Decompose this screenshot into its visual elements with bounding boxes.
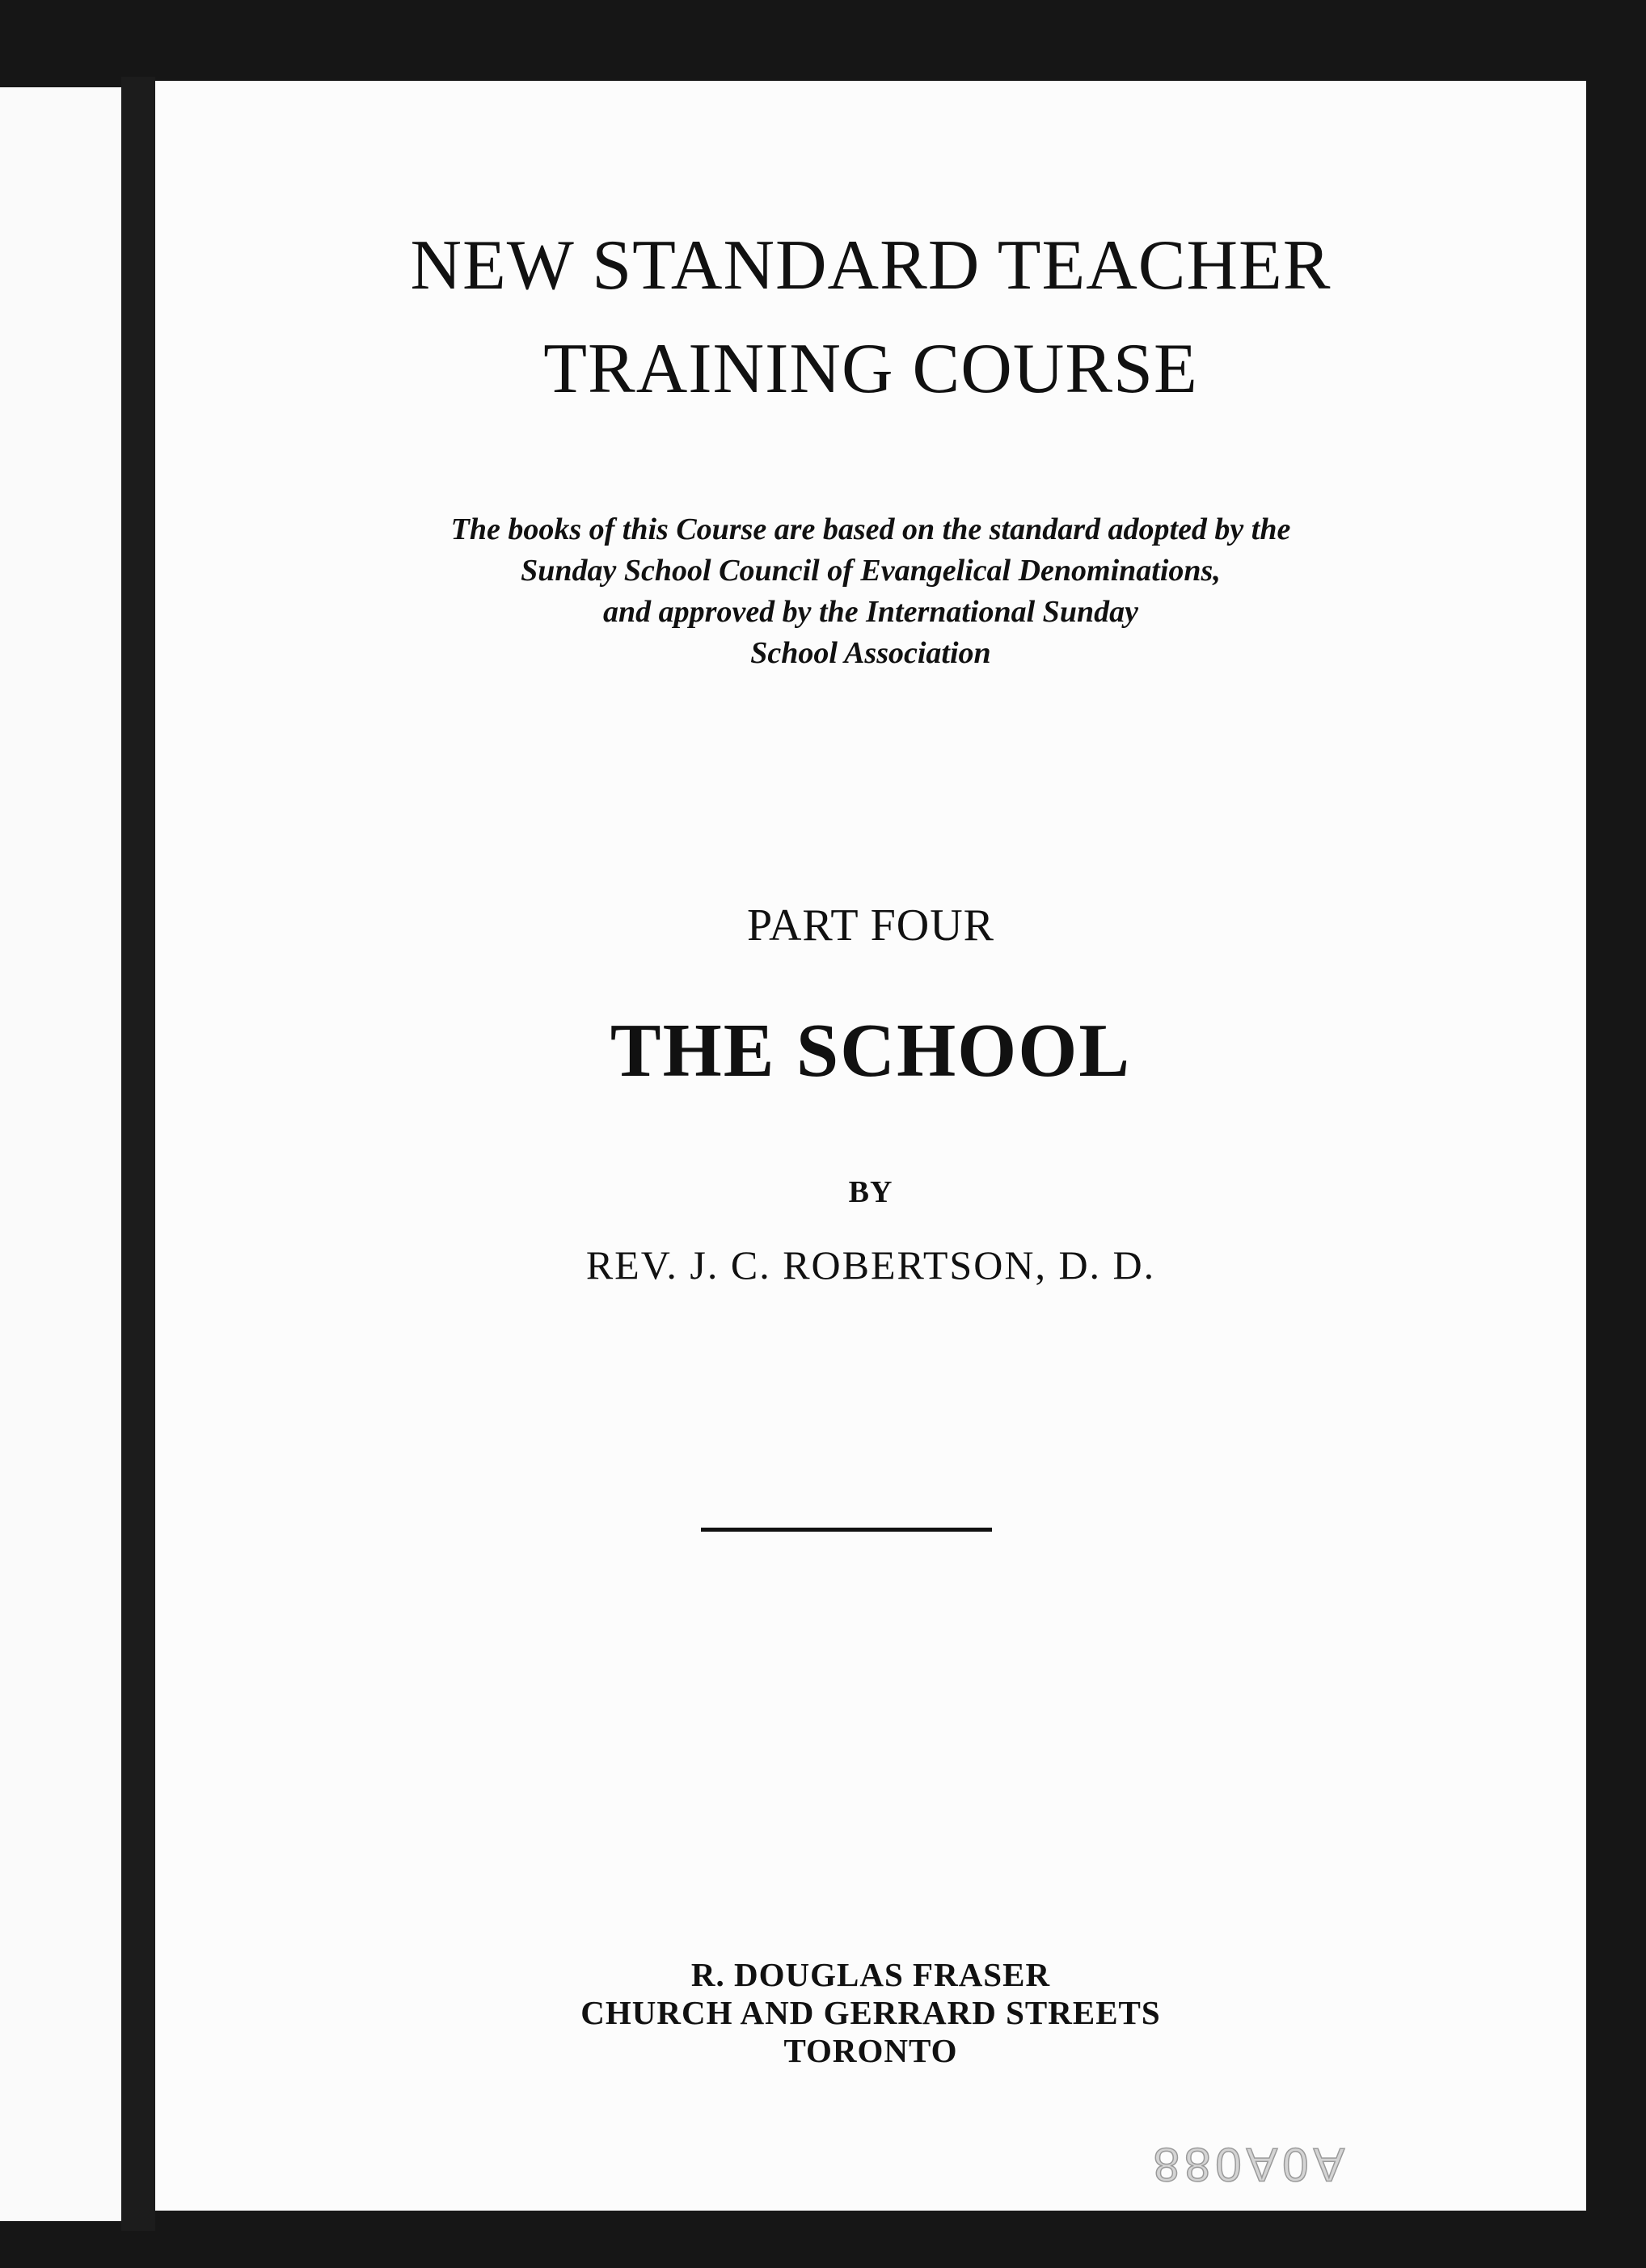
course-description-line-1: The books of this Course are based on the standard adopted by the	[450, 512, 1291, 546]
series-title-line-1: NEW STANDARD TEACHER	[410, 226, 1332, 305]
accession-stamp	[1109, 2126, 1384, 2190]
part-label: PART FOUR	[746, 900, 994, 951]
publisher-city: TORONTO	[783, 2032, 958, 2069]
book-title: THE SCHOOL	[610, 1009, 1132, 1093]
divider-rule	[701, 1528, 992, 1532]
title-page	[155, 81, 1586, 2211]
publisher-address: CHURCH AND GERRARD STREETS	[580, 1994, 1161, 2031]
course-description-line-3: and approved by the International Sunday	[603, 595, 1138, 629]
book-spine	[121, 77, 155, 2231]
course-description-line-4: School Association	[750, 636, 991, 670]
facing-page-edge	[0, 87, 121, 2221]
author-name: REV. J. C. ROBERTSON, D. D.	[585, 1242, 1156, 1288]
by-label: BY	[848, 1175, 893, 1209]
series-title	[155, 214, 1586, 421]
course-description	[155, 509, 1586, 674]
course-description-line-2: Sunday School Council of Evangelical Denominations,	[521, 554, 1221, 588]
series-title-line-2: TRAINING COURSE	[543, 330, 1198, 408]
publisher-name: R. DOUGLAS FRASER	[690, 1956, 1051, 1993]
publisher-block	[155, 1956, 1586, 2070]
accession-stamp-text: A0A088	[1148, 2138, 1345, 2190]
